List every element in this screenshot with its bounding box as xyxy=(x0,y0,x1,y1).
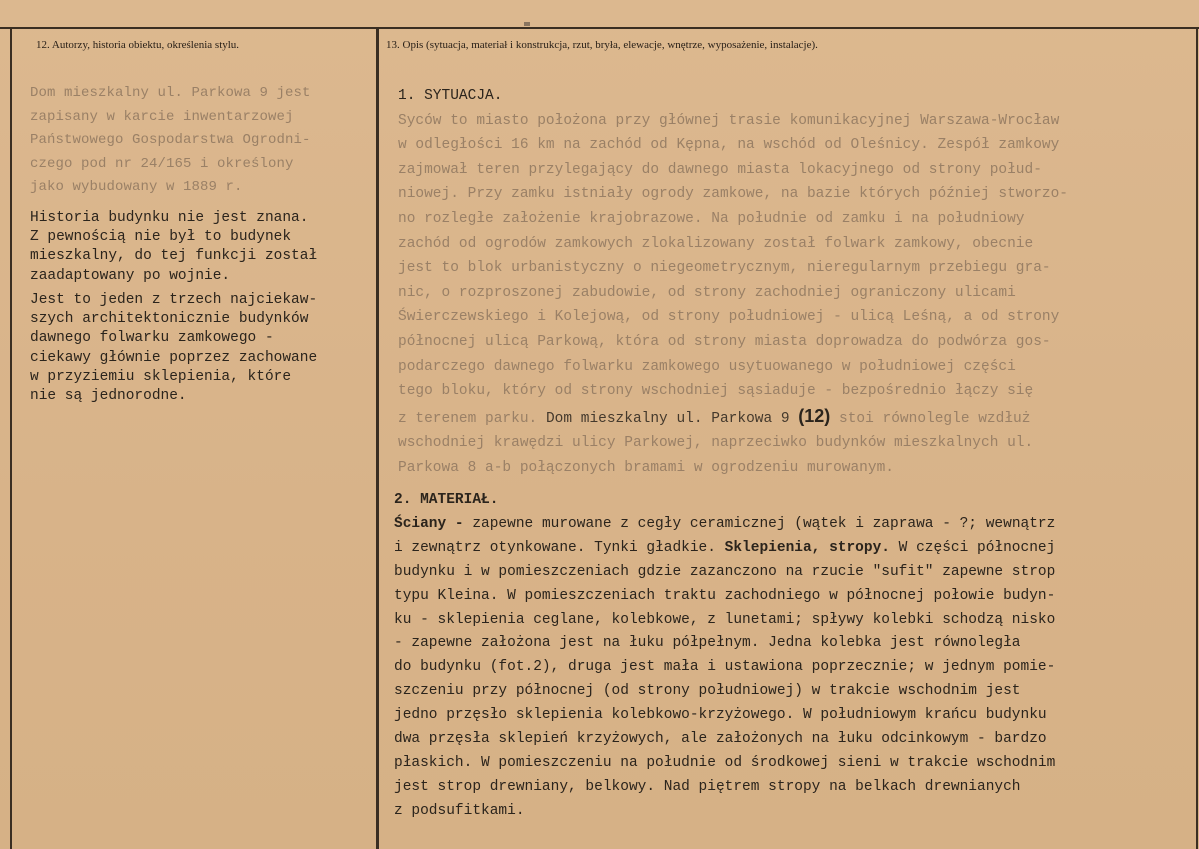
material-line: płaskich. W pomieszczeniu na południe od środkowej sieni w trakcie wschodnim xyxy=(394,754,1056,771)
material-text: W części północnej xyxy=(889,539,1056,556)
inventory-note-line: jako wybudowany w 1889 r. xyxy=(30,179,243,196)
significance-line: ciekawy głównie poprzez zachowane xyxy=(30,349,318,366)
situation-line: zajmował teren przylegający do dawnego miasta lokacyjnego od strony połud- xyxy=(398,161,1042,178)
history-line: zaadaptowany po wojnie. xyxy=(30,267,231,284)
material-line xyxy=(394,537,1194,561)
column-divider xyxy=(376,27,379,849)
history-paragraph xyxy=(30,209,375,286)
history-line: Historia budynku nie jest znana. xyxy=(30,210,309,226)
punch-mark xyxy=(524,22,530,26)
building-number: (12) xyxy=(798,405,831,426)
vaults-label: Sklepienia, stropy. xyxy=(724,539,890,556)
significance-line: Jest to jeden z trzech najciekaw- xyxy=(30,292,318,308)
situation-line: jest to blok urbanistyczny o niegeometrycznym, nieregularnym przebiegu gra- xyxy=(398,260,1051,277)
situation-fragment: stoi równolegle wzdłuż xyxy=(839,410,1031,427)
inventory-note xyxy=(30,82,370,200)
significance-line: w przyziemiu sklepienia, które xyxy=(30,368,292,385)
material-section xyxy=(394,489,1194,824)
situation-fragment: z terenem parku. xyxy=(398,410,538,427)
situation-line: niowej. Przy zamku istniały ogrody zamkowe, na bazie których później stworzo- xyxy=(398,186,1069,203)
situation-line: północnej ulicą Parkową, która od strony miasta doprowadza do podwórza gos- xyxy=(398,333,1051,350)
situation-line: podarczego dawnego folwarku zamkowego usytuowanego w południowej części xyxy=(398,358,1016,375)
situation-line: no rozległe założenie krajobrazowe. Na południe od zamku i na południowy xyxy=(398,210,1025,227)
material-line: jedno przęsło sklepienia kolebkowo-krzyżowego. W południowym krańcu budynku xyxy=(394,707,1047,724)
situation-line: Syców to miasto położona przy głównej trasie komunikacyjnej Warszawa-Wrocław xyxy=(398,112,1060,129)
material-heading-text: 2. MATERIAŁ. xyxy=(394,492,499,508)
inventory-note-line: Państwowego Gospodarstwa Ogrodni- xyxy=(30,132,311,149)
situation-line: wschodniej krawędzi ulicy Parkowej, naprzeciwko budynków mieszkalnych ul. xyxy=(398,435,1034,452)
material-line: - zapewne założona jest na łuku półpełnym. Jedna kolebka jest równoległa xyxy=(394,635,1021,652)
walls-label: Ściany - xyxy=(394,515,464,532)
situation-line: tego bloku, który od strony wschodniej sąsiaduje - bezpośrednio łączy się xyxy=(398,383,1034,400)
material-line: do budynku (fot.2), druga jest mała i ustawiona poprzecznie; w jednym pomie- xyxy=(394,659,1056,676)
material-line: ku - sklepienia ceglane, kolebkowe, z lunetami; spływy kolebki schodzą nisko xyxy=(394,611,1056,628)
history-line: mieszkalny, do tej funkcji został xyxy=(30,248,318,265)
material-line: typu Kleina. W pomieszczeniach traktu zachodniego w północnej połowie budyn- xyxy=(394,587,1056,604)
material-line: budynku i w pomieszczeniach gdzie zazanczono na rzucie "sufit" zapewne strop xyxy=(394,563,1056,580)
material-line: szczeniu przy północnej (od strony południowej) w trakcie wschodnim jest xyxy=(394,683,1021,700)
situation-line: Parkowa 8 a-b połączonych bramami w ogrodzeniu murowanym. xyxy=(398,459,894,476)
material-heading xyxy=(394,489,1194,513)
material-line: dwa przęsła sklepień krzyżowych, ale założonych na łuku odcinkowym - bardzo xyxy=(394,731,1047,748)
significance-line: szych architektonicznie budynków xyxy=(30,311,309,328)
situation-heading: 1. SYTUACJA. xyxy=(398,88,503,104)
inventory-note-line: Dom mieszkalny ul. Parkowa 9 jest xyxy=(30,85,311,101)
situation-line: w odległości 16 km na zachód od Kępna, na wschód od Oleśnicy. Zespół zamkowy xyxy=(398,137,1060,154)
material-text: i zewnątrz otynkowane. Tynki gładkie. xyxy=(394,539,725,556)
situation-line: Świerczewskiego i Kolejową, od strony południowej - ulicą Leśną, a od strony xyxy=(398,309,1060,326)
material-text: zapewne murowane z cegły ceramicznej (wątek i zaprawa - ?; wewnątrz xyxy=(463,515,1056,532)
situation-section xyxy=(398,84,1188,481)
situation-line: zachód od ogrodów zamkowych zlokalizowany został folwark zamkowy, obecnie xyxy=(398,235,1034,252)
situation-line: nic, o rozproszonej zabudowie, od strony zachodniej ograniczony ulicami xyxy=(398,284,1016,301)
inventory-note-line: czego pod nr 24/165 i określony xyxy=(30,155,294,172)
history-line: Z pewnością nie był to budynek xyxy=(30,229,292,246)
significance-line: nie są jednorodne. xyxy=(30,388,187,405)
situation-line xyxy=(398,404,1188,432)
card-left-rule xyxy=(10,27,12,849)
significance-line: dawnego folwarku zamkowego - xyxy=(30,330,274,347)
significance-paragraph xyxy=(30,291,375,406)
card-top-rule xyxy=(0,27,1199,29)
inventory-note-line: zapisany w karcie inwentarzowej xyxy=(30,108,294,125)
field-12-label: 12. Autorzy, historia obiektu, określenia stylu. xyxy=(36,39,240,51)
field-13-label: 13. Opis (sytuacja, materiał i konstrukcja, rzut, bryła, elewacje, wnętrze, wyposażenie, instalacje). xyxy=(386,39,818,51)
card-right-rule xyxy=(1196,27,1198,849)
material-line: z podsufitkami. xyxy=(394,802,525,819)
situation-building-ref: Dom mieszkalny ul. Parkowa 9 xyxy=(545,410,790,427)
material-line xyxy=(394,513,1194,537)
material-line: jest strop drewniany, belkowy. Nad piętrem stropy na belkach drewnianych xyxy=(394,778,1021,795)
